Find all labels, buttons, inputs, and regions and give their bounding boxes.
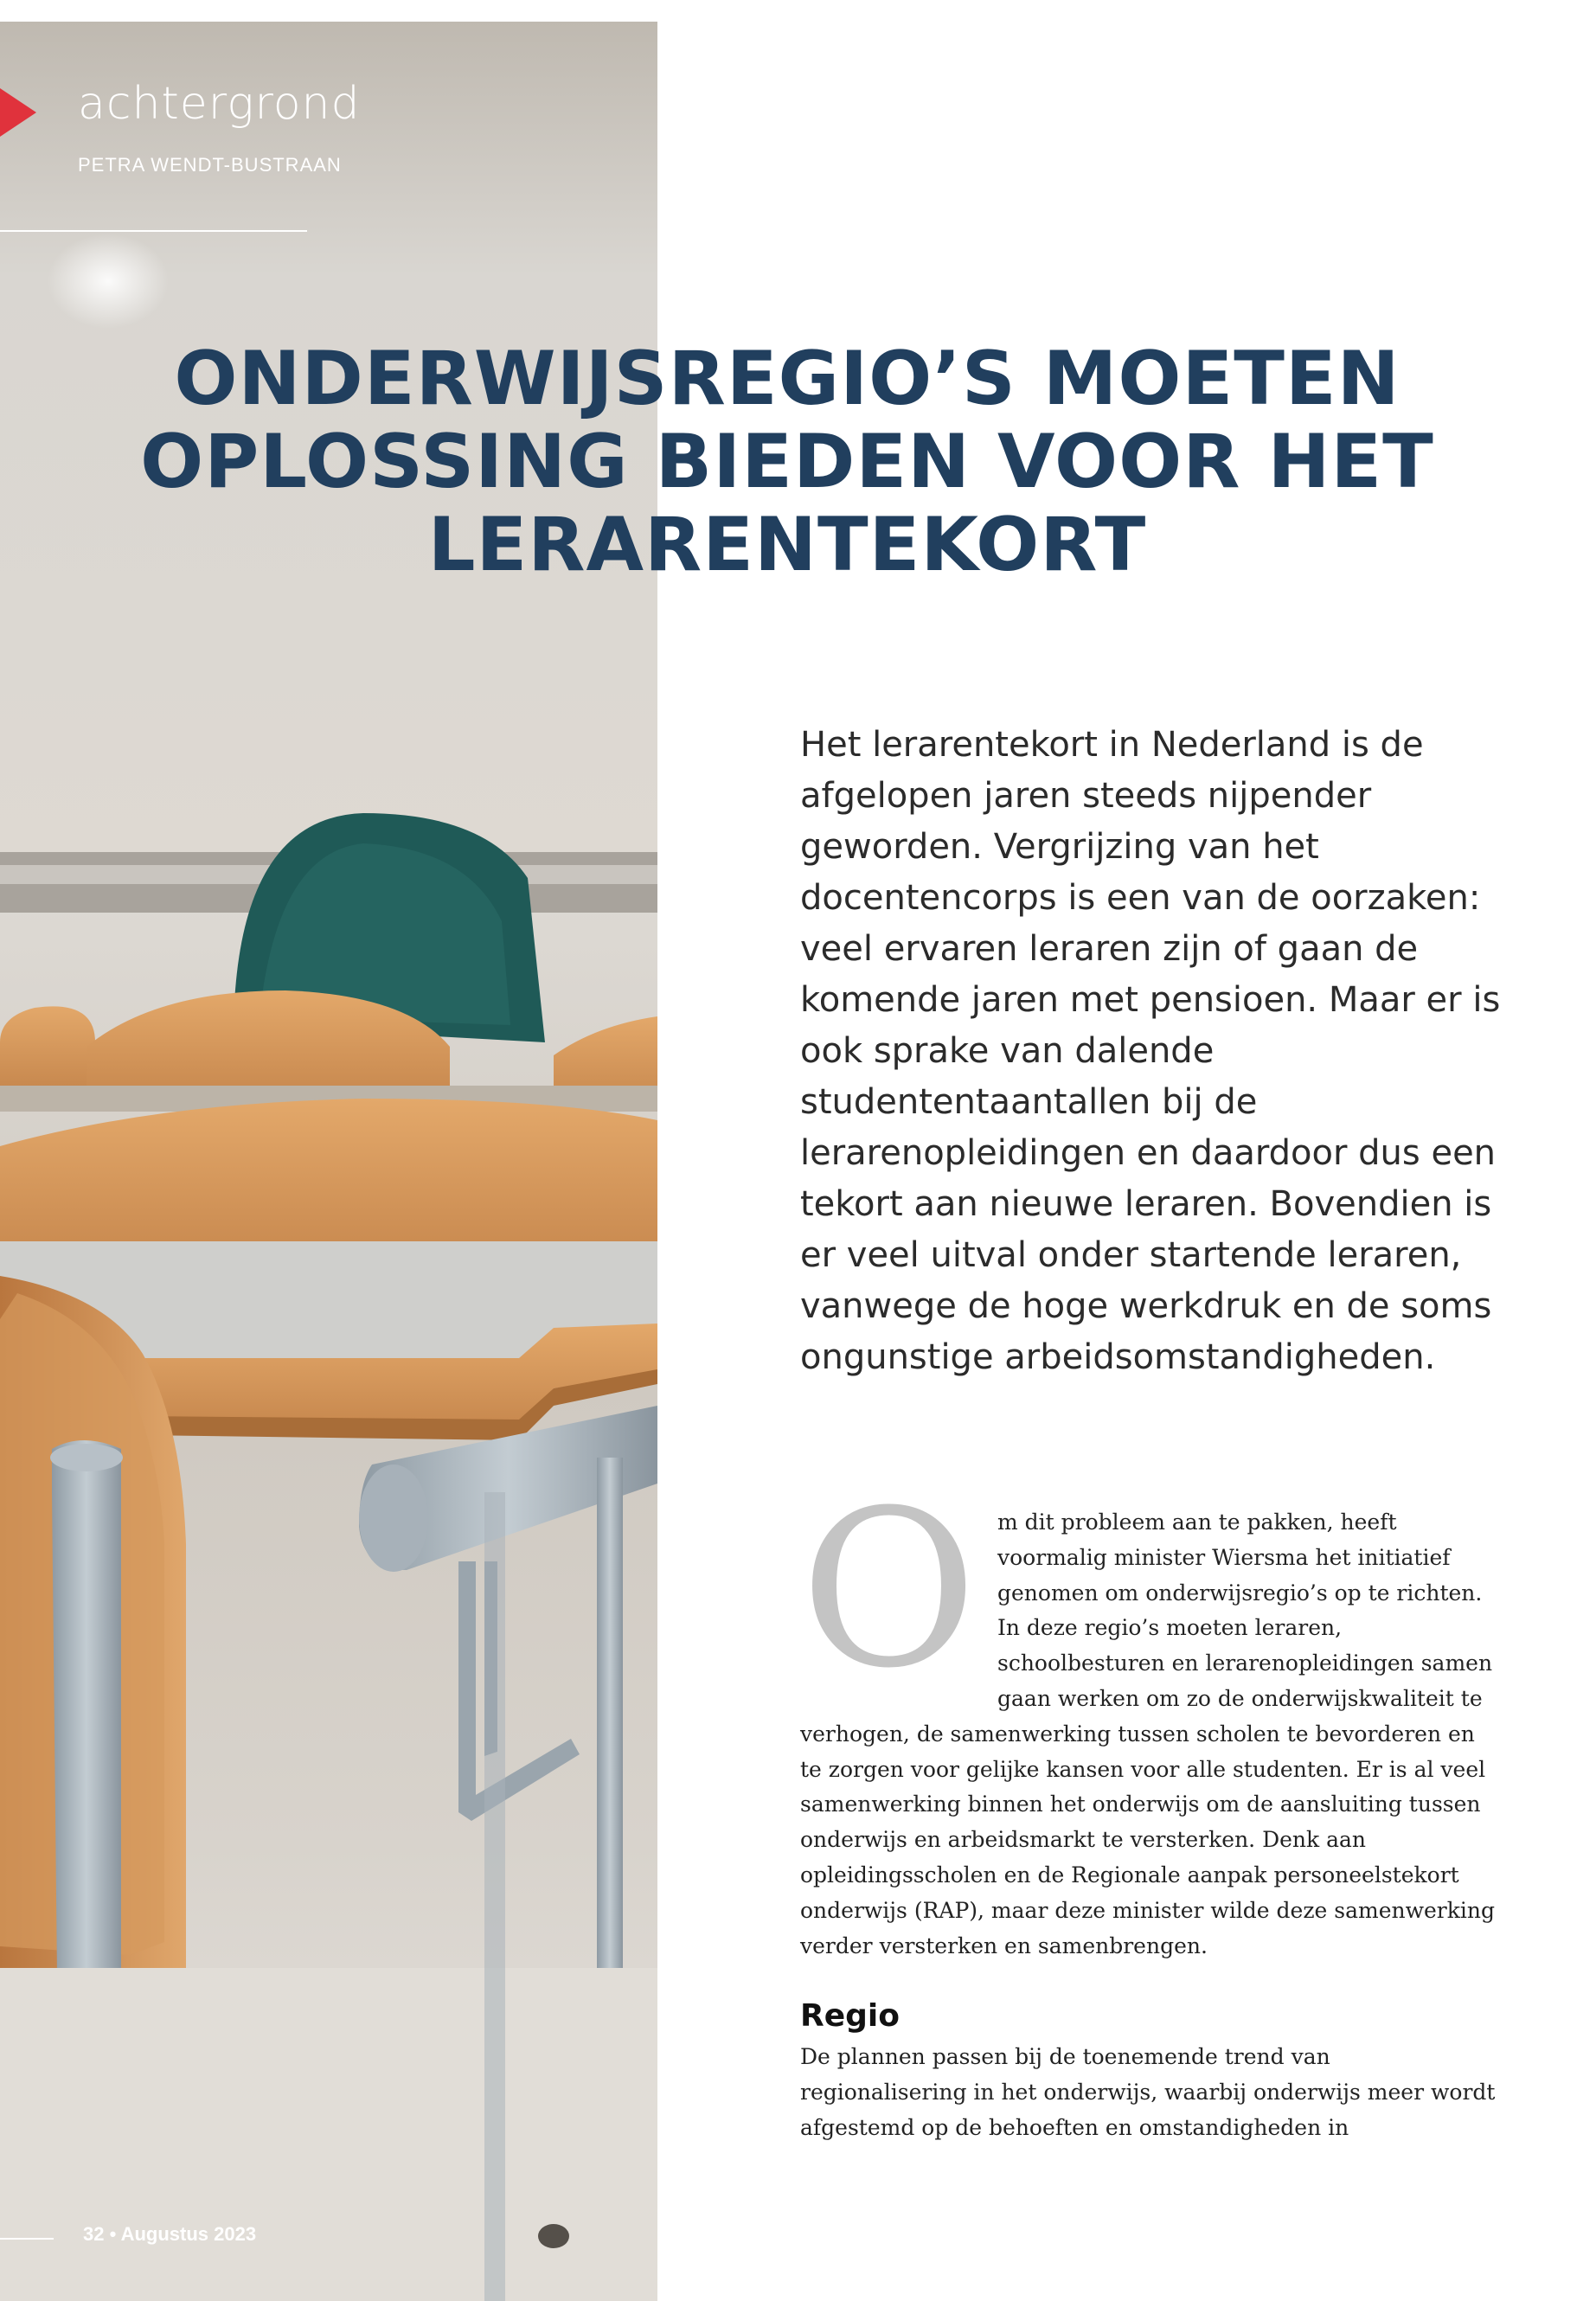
intro-paragraph: Het lerarentekort in Nederland is de afgelopen jaren steeds nijpender geworden. Vergrijzing van het docentencorps is een van de oorzaken: veel ervaren leraren zijn of gaan de komende jaren met pensioen. Maar er is ook sprake van dalende studententaantallen bij de lerarenopleidingen en daardoor dus een tekort aan nieuwe leraren. Bovendien is er veel uitval onder startende leraren, vanwege de hoge werkdruk en de soms ongunstige arbeidsomstandigheden.	[800, 725, 1501, 1377]
headline-line: OPLOSSING BIEDEN VOOR HET	[140, 419, 1434, 505]
byline-divider	[0, 230, 307, 232]
subheading-regio: Regio	[800, 1998, 900, 2034]
section-marker-triangle	[0, 88, 36, 137]
article-headline	[130, 337, 1445, 586]
lead-paragraph	[800, 1464, 1497, 1964]
page-folio: 32 • Augustus 2023	[83, 2223, 257, 2245]
body-paragraph: De plannen passen bij de toenemende trend van regionalisering in het onderwijs, waarbij onderwijs meer wordt afgestemd op de behoeften en omstandigheden in	[800, 2044, 1496, 2140]
author-byline: PETRA WENDT-BUSTRAAN	[78, 154, 342, 176]
lead-text: m dit probleem aan te pakken, heeft voormalig minister Wiersma het initiatief genomen om onderwijsregio’s op te richten. In deze regio’s moeten leraren, schoolbesturen en lerarenopleidingen samen gaan werken om zo de onderwijskwaliteit te verhogen, de samenwerking tussen scholen te bevorderen en te zorgen voor gelijke kansen voor alle studenten. Er is al veel samenwerking binnen het onderwijs om de aansluiting tussen onderwijs en arbeidsmarkt te versterken. Denk aan opleidingsscholen en de Regionale aanpak personeelstekort onderwijs (RAP), maar deze minister wilde deze samenwerking verder versterken en samenbrengen.	[800, 1509, 1495, 1958]
footer-divider	[0, 2238, 54, 2240]
headline-line: LERARENTEKORT	[427, 502, 1147, 588]
headline-line: ONDERWIJSREGIO’S MOETEN	[174, 336, 1401, 422]
section-label: achtergrond	[78, 78, 361, 130]
drop-cap: O	[800, 1464, 977, 1715]
